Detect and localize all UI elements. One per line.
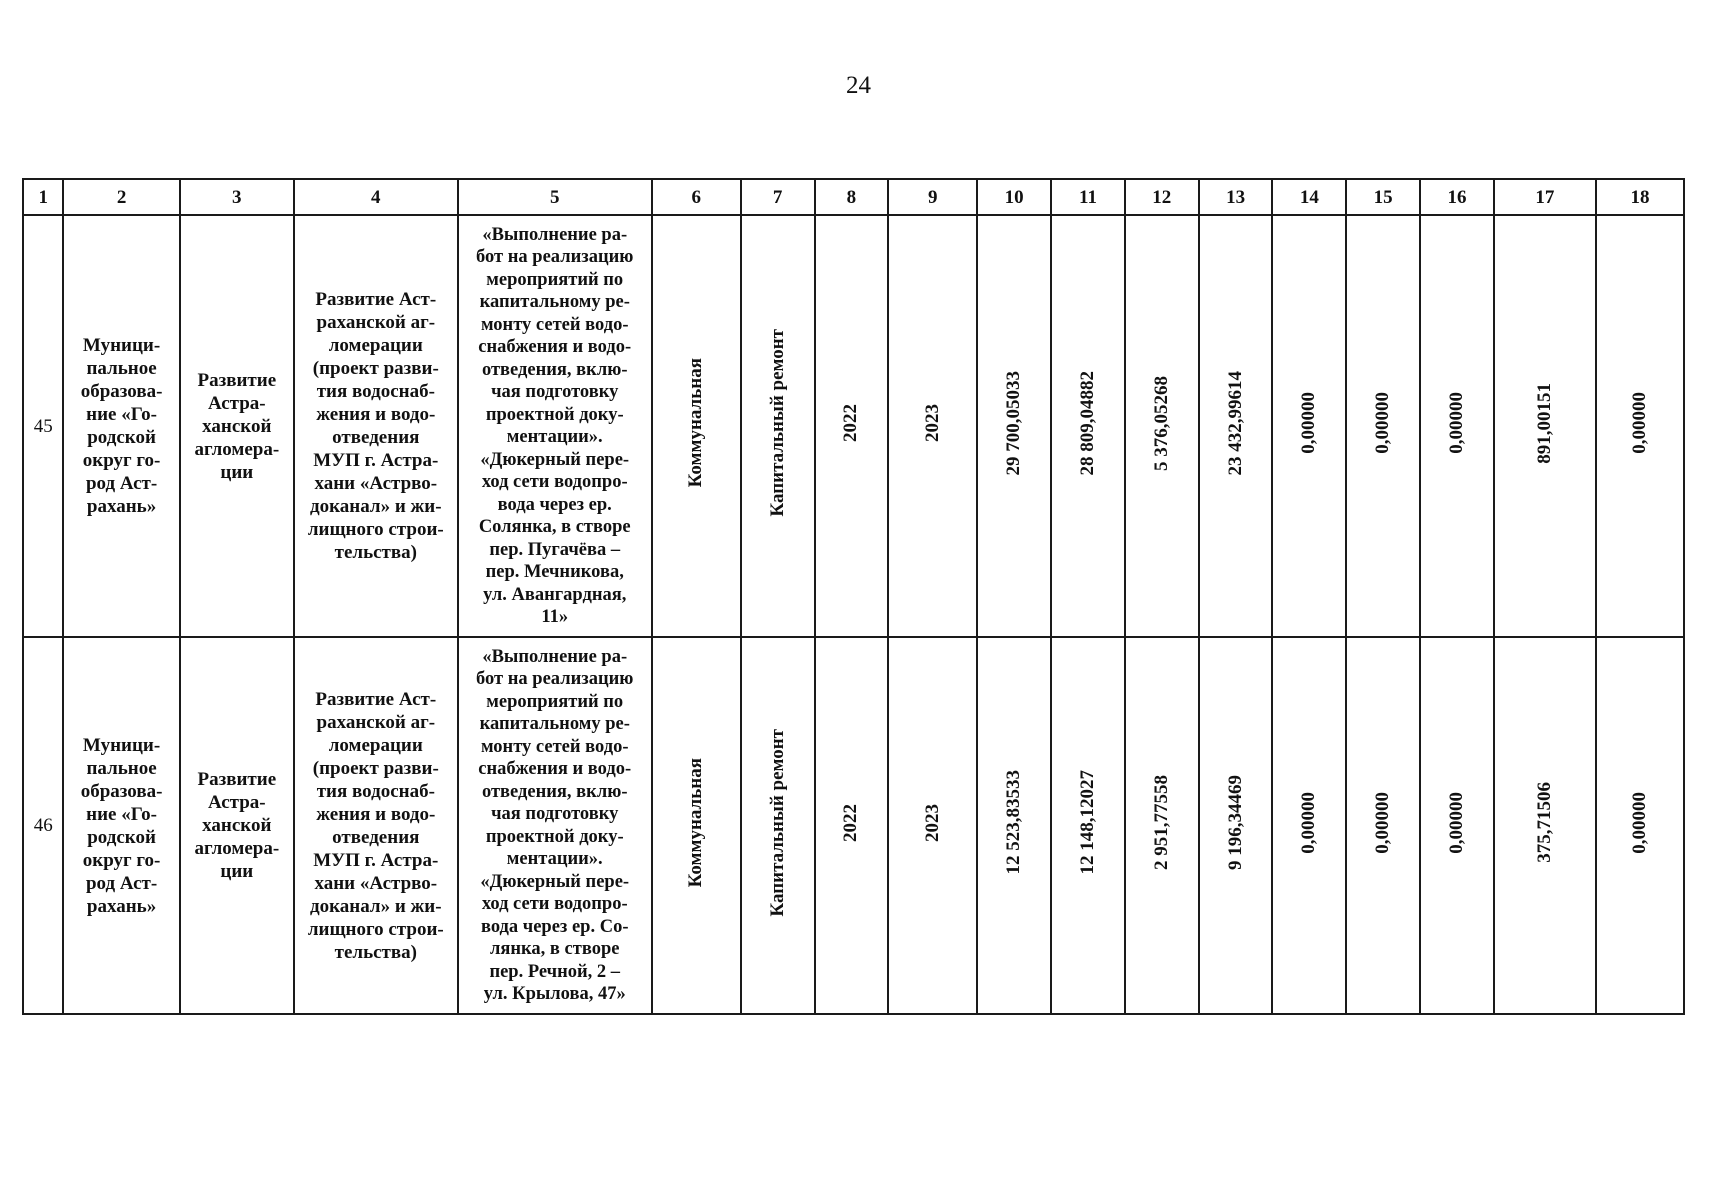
value-cell bbox=[1199, 215, 1273, 637]
column-header: 18 bbox=[1596, 179, 1684, 215]
column-header: 9 bbox=[888, 179, 977, 215]
municipality-cell bbox=[63, 637, 179, 1014]
event-cell bbox=[458, 637, 652, 1014]
year-end-cell bbox=[888, 215, 977, 637]
page-number: 24 bbox=[846, 72, 871, 99]
table-row bbox=[23, 637, 1684, 1014]
value-text: 0,00000 bbox=[1298, 791, 1320, 854]
table-header-row bbox=[23, 179, 1684, 215]
value-text: 2 951,77558 bbox=[1150, 775, 1172, 870]
value-text: 0,00000 bbox=[1628, 791, 1650, 854]
column-header: 6 bbox=[652, 179, 741, 215]
value-text: 12 148,12027 bbox=[1076, 770, 1098, 875]
column-header: 16 bbox=[1420, 179, 1494, 215]
column-header: 7 bbox=[741, 179, 815, 215]
column-header: 14 bbox=[1272, 179, 1346, 215]
value-cell bbox=[1596, 637, 1684, 1014]
row-number: 46 bbox=[23, 637, 63, 1014]
column-header: 5 bbox=[458, 179, 652, 215]
value-text: 9 196,34469 bbox=[1224, 775, 1246, 870]
column-header: 4 bbox=[294, 179, 458, 215]
value-cell bbox=[1199, 637, 1273, 1014]
value-text: 12 523,83533 bbox=[1003, 770, 1025, 875]
column-header: 2 bbox=[63, 179, 179, 215]
value-cell bbox=[1420, 215, 1494, 637]
project-text: Развитие Аст- раханской аг- ломерации (проект разви- тия водоснаб- жения и водо- отведения МУП г. Астра- хани «Астрво- доканал» и жи- лищного строи- тельства) bbox=[307, 289, 444, 563]
project-cell bbox=[294, 637, 458, 1014]
column-header: 10 bbox=[977, 179, 1051, 215]
value-cell bbox=[1420, 637, 1494, 1014]
value-cell bbox=[1494, 215, 1596, 637]
column-header: 12 bbox=[1125, 179, 1199, 215]
sphere-text: Коммунальная bbox=[685, 757, 707, 888]
value-text: 29 700,05033 bbox=[1003, 370, 1025, 476]
value-text: 0,00000 bbox=[1445, 392, 1467, 454]
project-text: Развитие Аст- раханской аг- ломерации (проект разви- тия водоснаб- жения и водо- отведения МУП г. Астра- хани «Астрво- доканал» и жи- лищного строи- тельства) bbox=[307, 688, 444, 963]
table-row bbox=[23, 215, 1684, 637]
event-text: «Выполнение ра- бот на реализацию мероприятий по капитальному ре- монту сетей водо- снабжения и водо- отведения, вклю- чая подготовку проектной доку- ментации». «Дюкерный пере- ход сети водопро- вода через ер. Со- лянка, в створе пер. Речной, 2 – ул. Крылова, 47» bbox=[476, 646, 634, 1004]
program-cell bbox=[180, 215, 294, 637]
work-type-cell bbox=[741, 215, 815, 637]
project-cell bbox=[294, 215, 458, 637]
municipality-text: Муници- пальное образова- ние «Го- родской округ го- род Аст- рахань» bbox=[80, 734, 163, 917]
year-start-text: 2022 bbox=[840, 803, 862, 842]
value-cell bbox=[977, 215, 1051, 637]
value-text: 28 809,04882 bbox=[1076, 370, 1098, 476]
value-cell bbox=[1051, 637, 1125, 1014]
column-header: 3 bbox=[180, 179, 294, 215]
value-cell bbox=[1272, 215, 1346, 637]
program-cell bbox=[180, 637, 294, 1014]
value-cell bbox=[1346, 637, 1420, 1014]
sphere-cell bbox=[652, 215, 741, 637]
year-start-text: 2022 bbox=[840, 404, 862, 442]
value-cell bbox=[1346, 215, 1420, 637]
value-text: 0,00000 bbox=[1628, 392, 1650, 454]
program-text: Развитие Астра- ханской агломера- ции bbox=[194, 369, 280, 483]
work-type-text: Капитальный ремонт bbox=[766, 728, 788, 917]
column-header: 17 bbox=[1494, 179, 1596, 215]
value-cell bbox=[977, 637, 1051, 1014]
value-text: 5 376,05268 bbox=[1150, 375, 1172, 471]
year-end-cell bbox=[888, 637, 977, 1014]
program-text: Развитие Астра- ханской агломера- ции bbox=[194, 769, 280, 882]
value-cell bbox=[1596, 215, 1684, 637]
column-header: 8 bbox=[815, 179, 889, 215]
value-text: 0,00000 bbox=[1372, 791, 1394, 854]
row-number: 45 bbox=[23, 215, 63, 637]
column-header: 1 bbox=[23, 179, 63, 215]
value-cell bbox=[1125, 637, 1199, 1014]
sphere-cell bbox=[652, 637, 741, 1014]
value-cell bbox=[1125, 215, 1199, 637]
municipality-text: Муници- пальное образова- ние «Го- родской округ го- род Аст- рахань» bbox=[80, 335, 163, 517]
value-cell bbox=[1051, 215, 1125, 637]
year-start-cell bbox=[815, 637, 889, 1014]
data-table bbox=[22, 178, 1685, 1015]
column-header: 13 bbox=[1199, 179, 1273, 215]
year-end-text: 2023 bbox=[921, 404, 943, 442]
value-text: 0,00000 bbox=[1445, 791, 1467, 854]
value-text: 0,00000 bbox=[1372, 392, 1394, 454]
value-text: 375,71506 bbox=[1533, 782, 1555, 863]
year-end-text: 2023 bbox=[921, 803, 943, 842]
work-type-text: Капитальный ремонт bbox=[766, 329, 788, 517]
column-header: 11 bbox=[1051, 179, 1125, 215]
municipality-cell bbox=[63, 215, 179, 637]
value-text: 891,00151 bbox=[1533, 382, 1555, 464]
value-cell bbox=[1272, 637, 1346, 1014]
event-text: «Выполнение ра- бот на реализацию мероприятий по капитальному ре- монту сетей водо- снабжения и водо- отведения, вклю- чая подготовку проектной доку- ментации». «Дюкерный пере- ход сети водопро- вода через ер. Солянка, в створе пер. Пугачёва – пер. Мечникова, ул. Авангардная, 11» bbox=[476, 224, 634, 627]
value-text: 23 432,99614 bbox=[1224, 370, 1246, 476]
work-type-cell bbox=[741, 637, 815, 1014]
sphere-text: Коммунальная bbox=[685, 358, 707, 488]
column-header: 15 bbox=[1346, 179, 1420, 215]
year-start-cell bbox=[815, 215, 889, 637]
value-cell bbox=[1494, 637, 1596, 1014]
value-text: 0,00000 bbox=[1298, 392, 1320, 454]
event-cell bbox=[458, 215, 652, 637]
